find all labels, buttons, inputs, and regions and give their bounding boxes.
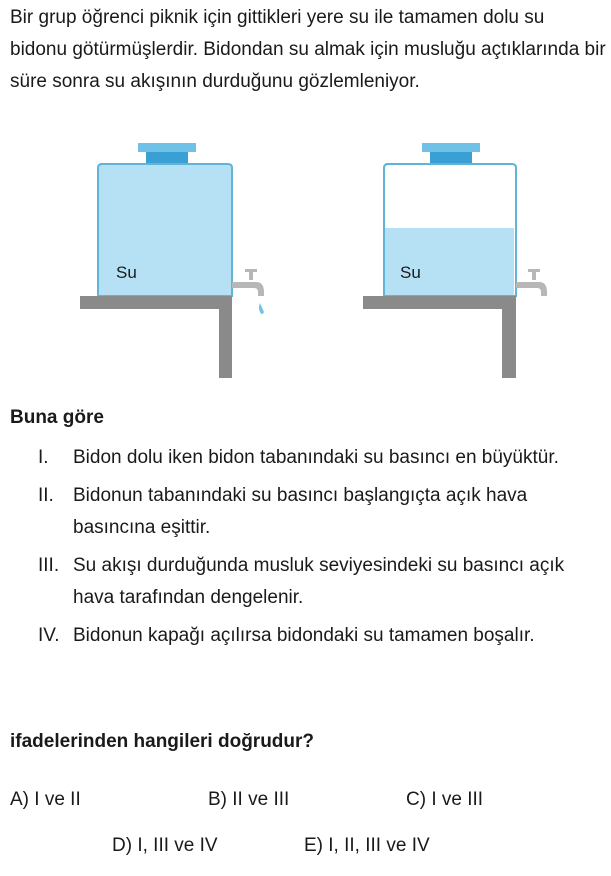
statements-list xyxy=(0,442,611,658)
statement-number: I. xyxy=(38,447,49,468)
statement-number: IV. xyxy=(38,625,60,646)
partial-container-cap-top xyxy=(422,143,480,152)
statement-text: Su akışı durduğunda musluk seviyesindeki su basıncı açık hava tarafından dengelenir. xyxy=(73,555,565,608)
right-faucet xyxy=(516,269,547,296)
option-a[interactable]: A) I ve II xyxy=(10,789,81,810)
left-table-leg xyxy=(219,296,232,378)
statement-text: Bidon dolu iken bidon tabanındaki su basıncı en büyüktür. xyxy=(73,447,559,468)
water-drip xyxy=(259,303,264,314)
option-e[interactable]: E) I, II, III ve IV xyxy=(304,835,430,856)
option-c[interactable]: C) I ve III xyxy=(406,789,484,810)
option-d[interactable]: D) I, III ve IV xyxy=(112,835,218,856)
water-container-figure xyxy=(0,140,611,385)
partial-container-cap-neck xyxy=(430,152,472,164)
full-container-cap-neck xyxy=(146,152,188,164)
question-intro: Bir grup öğrenci piknik için gittikleri yere su ile tamamen dolu su bidonu götürmüşlerdir. Bidondan su almak için musluğu açtıklarında bir süre sonra su akışının durduğunu gözlemleniyor. xyxy=(10,7,606,92)
statement-text: Bidonun kapağı açılırsa bidondaki su tamamen boşalır. xyxy=(73,625,535,646)
full-container-setup xyxy=(80,143,264,378)
question-stem: ifadelerinden hangileri doğrudur? xyxy=(10,731,315,752)
statement-1 xyxy=(0,442,611,474)
statement-4 xyxy=(0,620,611,652)
left-faucet xyxy=(232,269,264,296)
right-table-leg xyxy=(502,296,516,378)
statements-heading: Buna göre xyxy=(10,407,104,428)
left-table-top xyxy=(80,296,232,309)
partial-container-label: Su xyxy=(400,263,421,282)
statement-2 xyxy=(0,480,611,544)
full-container-cap-top xyxy=(138,143,196,152)
option-b[interactable]: B) II ve III xyxy=(208,789,290,810)
partial-container-setup xyxy=(363,143,547,378)
full-container-label: Su xyxy=(116,263,137,282)
right-table-top xyxy=(363,296,516,309)
statement-number: II. xyxy=(38,485,54,506)
statement-number: III. xyxy=(38,555,60,576)
statement-3 xyxy=(0,550,611,614)
statement-text: Bidonun tabanındaki su basıncı başlangıçta açık hava basıncına eşittir. xyxy=(73,485,528,538)
partial-container-water xyxy=(384,228,514,296)
